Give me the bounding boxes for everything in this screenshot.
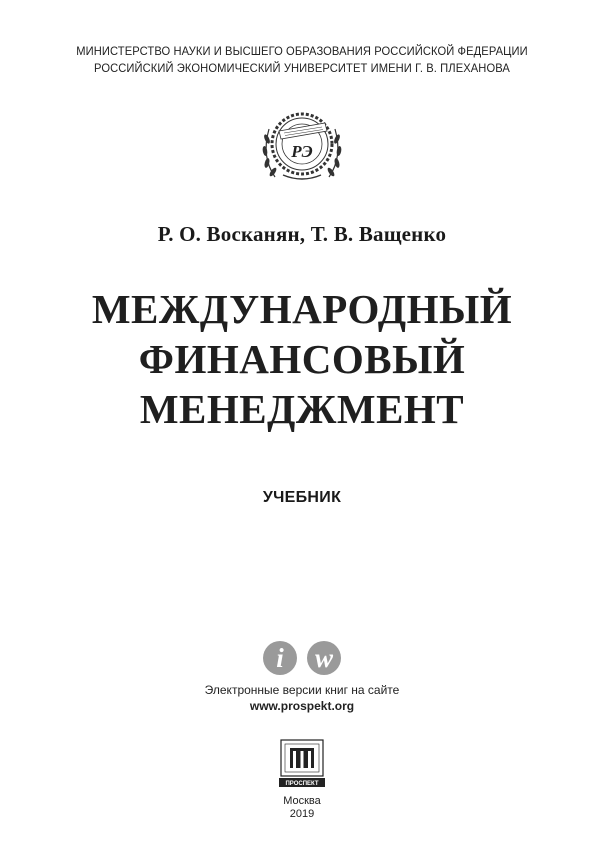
university-seal-icon (255, 99, 349, 193)
ebook-caption: Электронные версии книг на сайте (204, 683, 400, 697)
authors: Р. О. Восканян, Т. В. Ващенко (157, 222, 447, 246)
web-icon: w (307, 641, 341, 675)
publisher-website-link[interactable]: www.prospekt.org (249, 699, 355, 713)
ebook-icons (263, 641, 343, 677)
publication-year: 2019 (289, 808, 315, 820)
info-icon: i (263, 641, 297, 675)
university-line: РОССИЙСКИЙ ЭКОНОМИЧЕСКИЙ УНИВЕРСИТЕТ ИМЕНИ Г. В. ПЛЕХАНОВА (94, 61, 510, 75)
title-line-2: ФИНАНСОВЫЙ (138, 336, 466, 382)
title-line-1: МЕЖДУНАРОДНЫЙ (91, 286, 513, 332)
institution-header (21, 43, 583, 77)
prospekt-logo-icon (275, 739, 329, 791)
svg-text:РЭ: РЭ (291, 142, 313, 161)
publication-city: Москва (283, 795, 321, 807)
title-line-3: МЕНЕДЖМЕНТ (139, 386, 465, 432)
book-type-label: УЧЕБНИК (262, 489, 342, 506)
prospekt-logo-label: ПРОСПЕКТ (285, 781, 319, 787)
ministry-line: МИНИСТЕРСТВО НАУКИ И ВЫСШЕГО ОБРАЗОВАНИЯ РОССИЙСКОЙ ФЕДЕРАЦИИ (76, 44, 528, 58)
book-title (0, 284, 604, 434)
